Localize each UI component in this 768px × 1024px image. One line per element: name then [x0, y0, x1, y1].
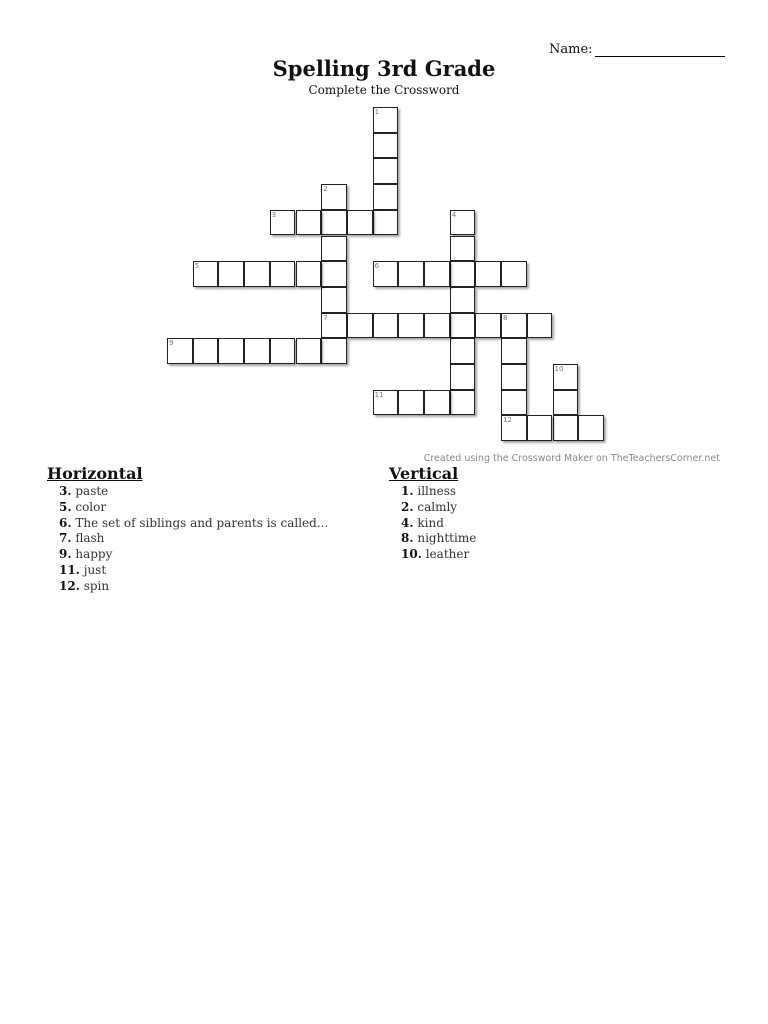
cell-number: 7	[323, 313, 328, 322]
horizontal-clues	[47, 464, 328, 595]
crossword-cell[interactable]	[475, 261, 501, 287]
vertical-clues	[389, 464, 476, 563]
crossword-cell[interactable]	[373, 210, 399, 236]
crossword-cell[interactable]	[193, 261, 219, 287]
cell-number: 4	[451, 210, 457, 219]
clue-number: 2.	[401, 499, 414, 514]
clue-item	[401, 484, 476, 500]
clue-item	[59, 500, 328, 516]
crossword-cell[interactable]	[373, 261, 399, 287]
clue-number: 5.	[59, 499, 72, 514]
crossword-cell[interactable]	[450, 364, 476, 390]
clue-item	[401, 531, 476, 547]
clue-text: The set of siblings and parents is called...	[75, 515, 329, 530]
clue-item	[59, 516, 328, 532]
crossword-cell[interactable]	[527, 415, 553, 441]
crossword-cell[interactable]	[578, 415, 604, 441]
cell-number: 12	[503, 416, 513, 425]
crossword-cell[interactable]	[321, 287, 347, 313]
name-label: Name:	[549, 42, 593, 57]
crossword-cell[interactable]	[424, 261, 450, 287]
crossword-cell[interactable]	[373, 158, 399, 184]
clue-number: 11.	[59, 562, 80, 577]
cell-number: 2	[323, 185, 328, 194]
clue-text: nighttime	[417, 531, 477, 546]
crossword-cell[interactable]	[553, 415, 579, 441]
crossword-cell[interactable]	[553, 364, 579, 390]
crossword-cell[interactable]	[193, 338, 219, 364]
vertical-heading: Vertical	[389, 464, 459, 483]
clue-number: 9.	[59, 547, 72, 562]
crossword-cell[interactable]	[347, 313, 373, 339]
clue-text: color	[75, 499, 107, 514]
crossword-cell[interactable]	[321, 313, 347, 339]
crossword-cell[interactable]	[321, 261, 347, 287]
clue-number: 4.	[401, 515, 414, 530]
clue-number: 3.	[59, 484, 72, 498]
page-title: Spelling 3rd Grade	[272, 56, 496, 81]
cell-number: 3	[271, 210, 277, 219]
crossword-cell[interactable]	[167, 338, 193, 364]
cell-number: 6	[374, 262, 380, 271]
clue-text: kind	[417, 515, 444, 530]
crossword-cell[interactable]	[553, 390, 579, 416]
cell-number: 8	[503, 313, 508, 322]
crossword-cell[interactable]	[218, 338, 244, 364]
credit-text: Created using the Crossword Maker on TheTeachersCorner.net	[423, 453, 720, 464]
clue-text: illness	[417, 484, 457, 498]
crossword-cell[interactable]	[218, 261, 244, 287]
crossword-cell[interactable]	[321, 210, 347, 236]
horizontal-heading: Horizontal	[47, 464, 143, 483]
crossword-cell[interactable]	[501, 313, 527, 339]
crossword-cell[interactable]	[321, 184, 347, 210]
clue-text: flash	[75, 531, 105, 546]
crossword-cell[interactable]	[501, 364, 527, 390]
crossword-cell[interactable]	[450, 313, 476, 339]
clue-item	[401, 500, 476, 516]
clue-text: spin	[83, 578, 110, 593]
clue-item	[59, 563, 328, 579]
crossword-cell[interactable]	[373, 313, 399, 339]
clue-number: 6.	[59, 515, 72, 530]
crossword-cell[interactable]	[398, 313, 424, 339]
crossword-cell[interactable]	[296, 261, 322, 287]
crossword-cell[interactable]	[450, 210, 476, 236]
cell-number: 10	[554, 365, 564, 373]
crossword-cell[interactable]	[450, 261, 476, 287]
crossword-cell[interactable]	[398, 261, 424, 287]
cell-number: 1	[374, 108, 380, 116]
crossword-cell[interactable]	[450, 236, 476, 262]
clue-number: 1.	[401, 484, 414, 498]
clue-number: 7.	[59, 531, 72, 546]
crossword-cell[interactable]	[501, 415, 527, 441]
clue-text: just	[83, 562, 107, 577]
crossword-cell[interactable]	[450, 287, 476, 313]
crossword-cell[interactable]	[501, 261, 527, 287]
cell-number: 11	[374, 390, 384, 399]
name-line[interactable]	[595, 42, 725, 57]
clue-item	[59, 547, 328, 563]
crossword-cell[interactable]	[450, 338, 476, 364]
page-subtitle: Complete the Crossword	[308, 83, 460, 97]
crossword-cell[interactable]	[450, 390, 476, 416]
crossword-cell[interactable]	[424, 313, 450, 339]
crossword-grid	[167, 107, 617, 452]
crossword-cell[interactable]	[373, 184, 399, 210]
crossword-cell[interactable]	[270, 210, 296, 236]
crossword-cell[interactable]	[244, 261, 270, 287]
clue-item	[401, 547, 476, 563]
crossword-cell[interactable]	[270, 261, 296, 287]
crossword-cell[interactable]	[373, 107, 399, 133]
crossword-cell[interactable]	[321, 338, 347, 364]
crossword-cell[interactable]	[244, 338, 270, 364]
clue-number: 12.	[59, 578, 80, 593]
clue-text: calmly	[417, 499, 458, 514]
crossword-cell[interactable]	[475, 313, 501, 339]
name-field[interactable]	[549, 42, 725, 57]
clue-text: leather	[425, 547, 470, 562]
crossword-cell[interactable]	[501, 338, 527, 364]
crossword-cell[interactable]	[296, 210, 322, 236]
crossword-cell[interactable]	[424, 390, 450, 416]
crossword-cell[interactable]	[501, 390, 527, 416]
clue-number: 8.	[401, 531, 414, 546]
clue-item	[59, 531, 328, 547]
crossword-cell[interactable]	[373, 390, 399, 416]
crossword-cell[interactable]	[373, 133, 399, 159]
clue-number: 10.	[401, 547, 422, 562]
crossword-cell[interactable]	[270, 338, 296, 364]
cell-number: 5	[194, 262, 200, 271]
clue-text: paste	[75, 484, 109, 498]
clue-text: happy	[75, 547, 113, 562]
crossword-cell[interactable]	[347, 210, 373, 236]
clue-item	[59, 579, 328, 595]
clue-item	[401, 516, 476, 532]
crossword-cell[interactable]	[527, 313, 553, 339]
crossword-cell[interactable]	[321, 236, 347, 262]
crossword-cell[interactable]	[296, 338, 322, 364]
cell-number: 9	[169, 339, 174, 348]
clue-item	[59, 484, 328, 500]
crossword-cell[interactable]	[398, 390, 424, 416]
